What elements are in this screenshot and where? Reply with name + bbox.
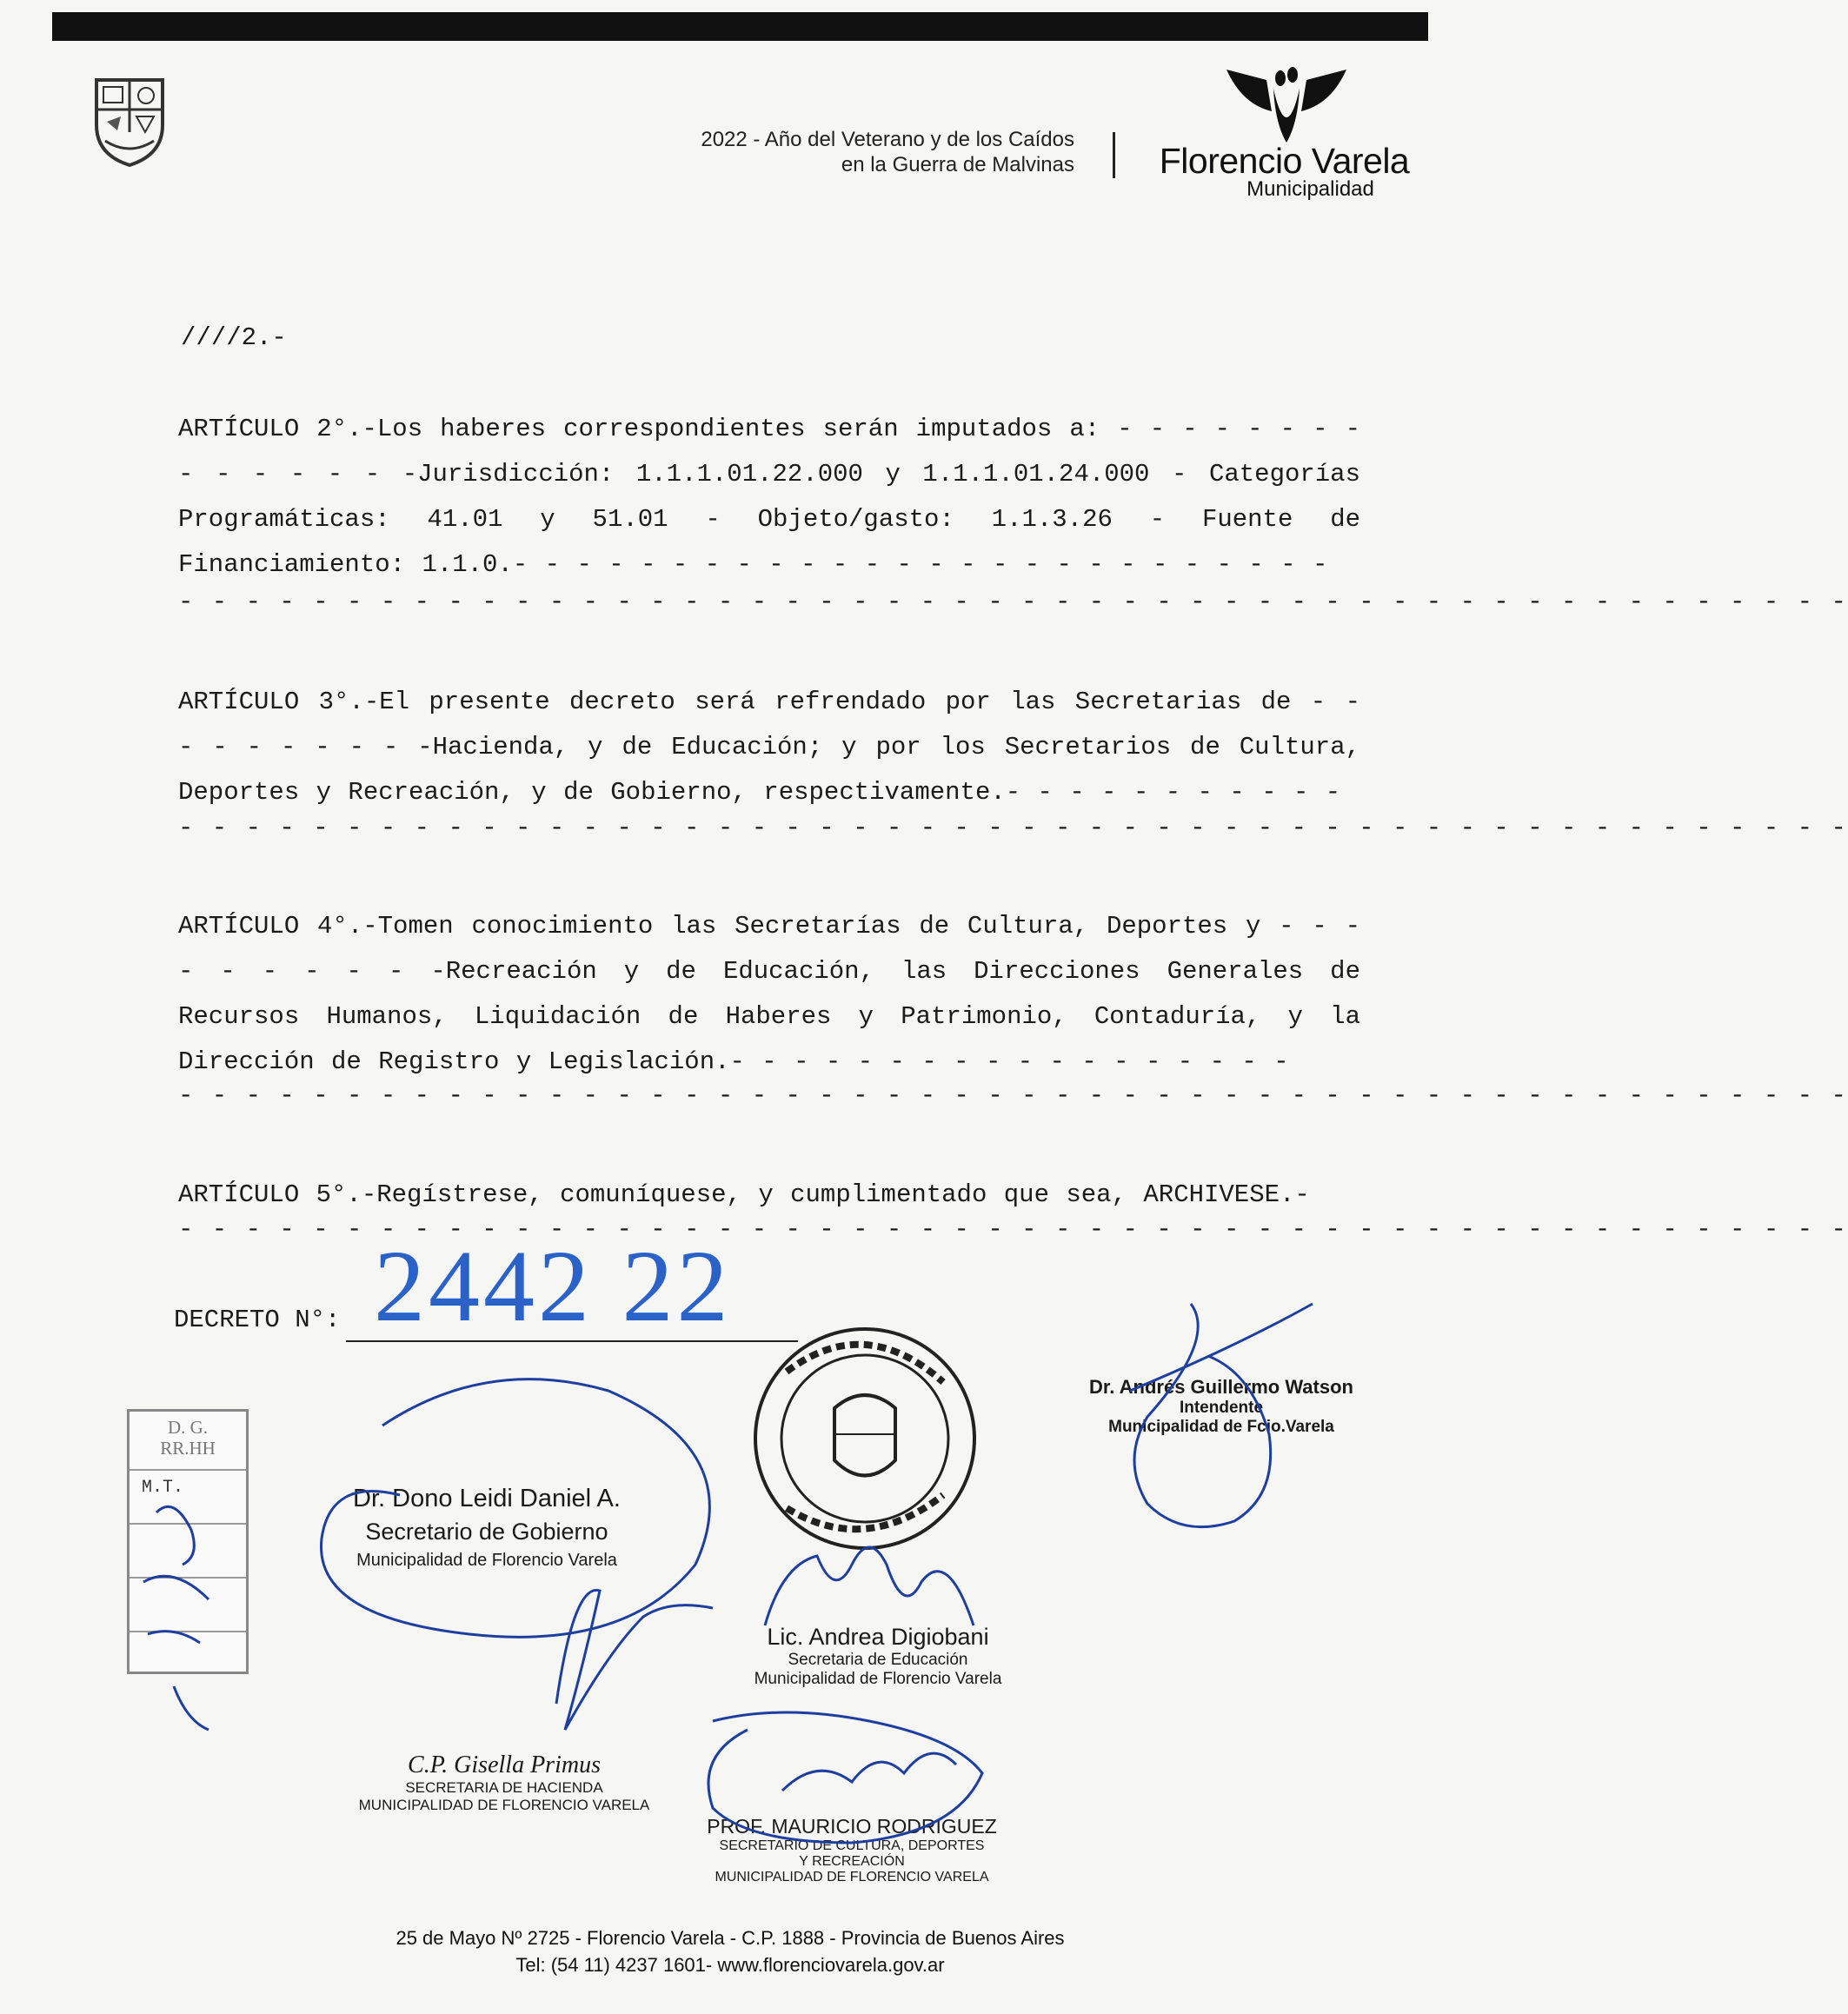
article-2-text: Los haberes correspondientes serán imputados a: - - - - - - - - - - - - - - -Jurisdicción: 1.1.1.01.22.000 y 1.1.1.01.24.000 - Categorías Programáticas: 41.01 y 51.01 - Objeto/gasto: 1.1.3.26 - Fuente de Financiamiento: 1.1.0.- - - - - - - - - - - - - - - - - - - - - - - - - - — [178, 415, 1360, 579]
page-footer — [261, 1924, 1200, 1978]
header-divider — [1113, 132, 1115, 178]
dash-fill-line: - - - - - - - - - - - - - - - - - - - - - - - - - - - - - - - - - - - - - - - - - - - - - - - - - - — [178, 1081, 1848, 1110]
signatory-title: Secretaria de Educación — [788, 1651, 968, 1669]
rrhh-stamp-cell — [130, 1579, 246, 1632]
article-2-label: ARTÍCULO 2°.- — [178, 415, 377, 443]
article-2 — [178, 407, 1360, 588]
signatory-name: Lic. Andrea Digiobani — [767, 1624, 989, 1650]
article-4 — [178, 904, 1360, 1085]
logo-subtitle: Municipalidad — [1246, 177, 1374, 201]
slogan-line-1: 2022 - Año del Veterano y de los Caídos — [701, 128, 1074, 151]
footer-contact: Tel: (54 11) 4237 1601- www.florenciovarela.gov.ar — [515, 1954, 945, 1976]
year-slogan — [539, 127, 1074, 177]
dash-fill-line: - - - - - - - - - - - - - - - - - - - - - - - - - - - - - - - - - - - - - - - - - - - - - - - - - - — [178, 588, 1848, 616]
rrhh-stamp-mt: M.T. — [142, 1478, 184, 1498]
article-3 — [178, 680, 1360, 815]
signature-block-cultura — [695, 1815, 1008, 1885]
signatory-name: C.P. Gisella Primus — [408, 1751, 601, 1778]
slogan-line-2: en la Guerra de Malvinas — [841, 153, 1074, 176]
article-5 — [178, 1173, 1360, 1218]
signature-block-educacion — [721, 1624, 1034, 1689]
article-4-label: ARTÍCULO 4°.- — [178, 912, 378, 941]
logo-name: Florencio Varela — [1159, 141, 1410, 181]
municipal-seal-icon — [755, 1329, 974, 1548]
rrhh-stamp-line-2: RR.HH — [160, 1438, 216, 1459]
signature-block-intendente — [1047, 1376, 1395, 1437]
article-4-text: Tomen conocimiento las Secretarías de Cultura, Deportes y - - - - - - - - - -Recreación y de Educación, las Direcciones Generales de Recursos Humanos, Liquidación de Haberes y Patrimonio, Contaduría, y la Dirección de Registro y Legislación.- - - - - - - - - - - - - - - - - - — [178, 912, 1360, 1076]
signatory-title: Intendente — [1179, 1399, 1264, 1417]
signatory-title: SECRETARIA DE HACIENDA — [405, 1779, 603, 1796]
signature-block-hacienda — [339, 1751, 669, 1814]
rrhh-stamp-box — [127, 1409, 249, 1674]
dash-fill-line: - - - - - - - - - - - - - - - - - - - - - - - - - - - - - - - - - - - - - - - - - - - - - - - - - - — [178, 1215, 1848, 1244]
article-5-text: Regístrese, comuníquese, y cumplimentado que sea, ARCHIVESE.- — [376, 1180, 1310, 1209]
signatory-title-2: Y RECREACIÓN — [799, 1854, 905, 1869]
article-3-text: El presente decreto será refrendado por las Secretarias de - - - - - - - - - -Hacienda, y de Educación; y por los Secretarios de Cultura, Deportes y Recreación, y de Gobierno, respectivamente.- - - - - - - - - - - — [178, 688, 1360, 807]
signatory-org: MUNICIPALIDAD DE FLORENCIO VARELA — [358, 1797, 650, 1813]
signatory-name: PROF. MAURICIO RODRIGUEZ — [707, 1815, 997, 1838]
rrhh-stamp-cell — [130, 1525, 246, 1579]
signatory-title: Secretario de Gobierno — [365, 1519, 608, 1545]
rrhh-stamp-line-1: D. G. — [167, 1417, 209, 1438]
decreto-number-stamp: 2442 22 — [374, 1229, 732, 1343]
signatory-name: Dr. Andrés Guillermo Watson — [1089, 1376, 1353, 1398]
page-marker: ////2.- — [181, 323, 287, 352]
signatory-org: Municipalidad de Florencio Varela — [754, 1670, 1002, 1688]
article-3-label: ARTÍCULO 3°.- — [178, 688, 380, 716]
rrhh-stamp-cell — [130, 1471, 246, 1525]
footer-address: 25 de Mayo Nº 2725 - Florencio Varela - C.P. 1888 - Provincia de Buenos Aires — [396, 1927, 1065, 1949]
rrhh-stamp-header — [130, 1412, 246, 1471]
rrhh-stamp-cell — [130, 1632, 246, 1685]
signatory-title: SECRETARIO DE CULTURA, DEPORTES — [719, 1838, 985, 1853]
scan-top-bar — [52, 12, 1428, 41]
decreto-label: DECRETO N°: — [174, 1306, 341, 1334]
signature-block-gobierno — [304, 1485, 669, 1571]
municipal-crest-icon — [91, 71, 168, 169]
article-5-label: ARTÍCULO 5°.- — [178, 1180, 377, 1209]
dash-fill-line: - - - - - - - - - - - - - - - - - - - - - - - - - - - - - - - - - - - - - - - - - - - - - - - - - - — [178, 814, 1848, 842]
signatory-org: Municipalidad de Florencio Varela — [356, 1551, 617, 1570]
signatory-name: Dr. Dono Leidi Daniel A. — [353, 1485, 621, 1512]
florencio-varela-logo-icon — [1221, 63, 1352, 148]
signatory-org: Municipalidad de Fcio.Varela — [1108, 1418, 1334, 1436]
signatory-org: MUNICIPALIDAD DE FLORENCIO VARELA — [715, 1870, 989, 1884]
